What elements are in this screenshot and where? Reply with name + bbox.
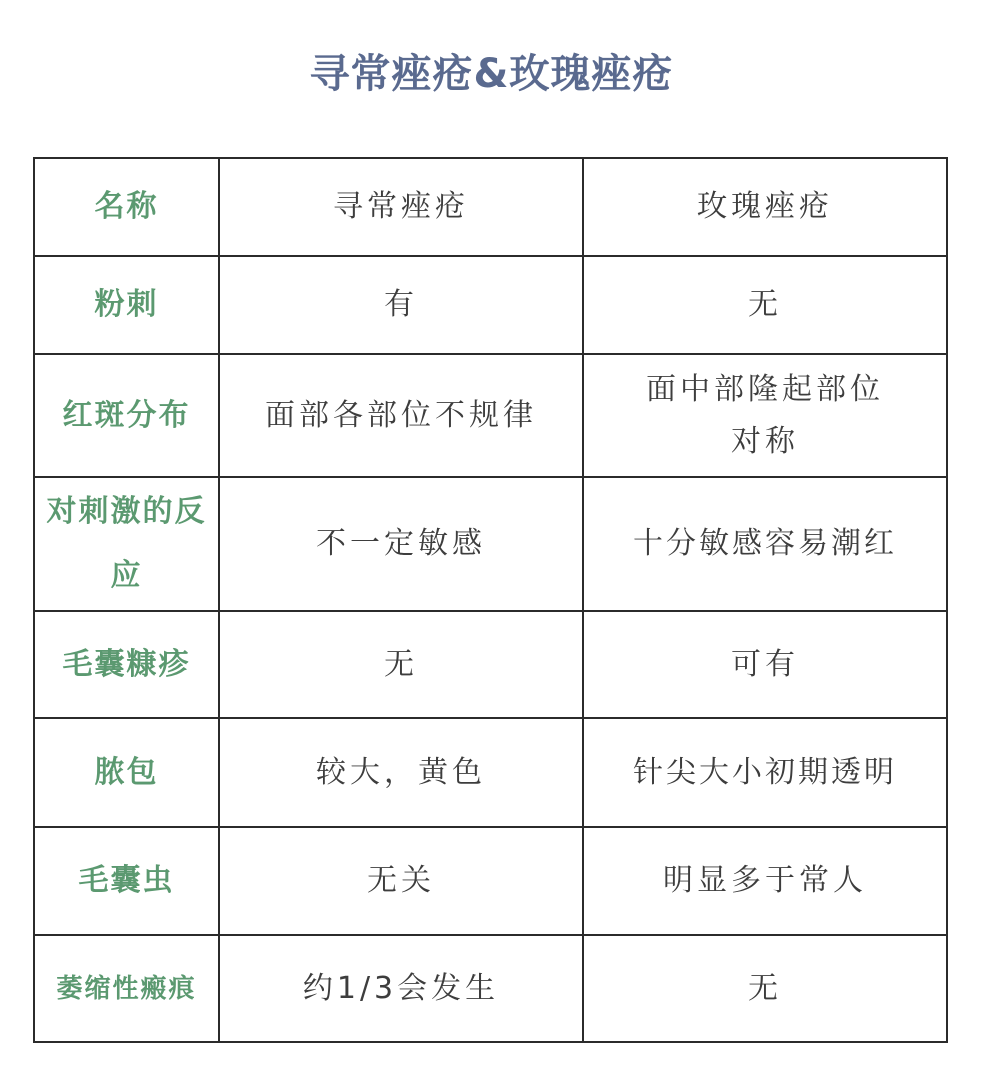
common-acne-cell: 无关 [219,827,583,935]
row-label: 毛囊虫 [34,827,219,935]
rosacea-cell: 玫瑰痤疮 [583,158,947,256]
common-acne-cell: 寻常痤疮 [219,158,583,256]
page-title: 寻常痤疮&玫瑰痤疮 [309,51,674,97]
rosacea-cell: 无 [583,935,947,1042]
rosacea-cell: 可有 [583,611,947,718]
rosacea-cell: 针尖大小初期透明 [583,718,947,827]
common-acne-cell: 不一定敏感 [219,477,583,611]
row-label: 粉刺 [34,256,219,354]
common-acne-cell: 无 [219,611,583,718]
table-row [34,158,947,256]
common-acne-cell: 约1/3会发生 [219,935,583,1042]
common-acne-cell: 较大，黄色 [219,718,583,827]
row-label: 名称 [34,158,219,256]
rosacea-cell: 面中部隆起部位对称 [583,354,947,477]
table-row [34,611,947,718]
row-label: 对刺激的反应 [34,477,219,611]
common-acne-cell: 面部各部位不规律 [219,354,583,477]
table-row [34,935,947,1042]
table-row [34,827,947,935]
common-acne-cell: 有 [219,256,583,354]
comparison-table [33,157,948,1043]
rosacea-cell: 明显多于常人 [583,827,947,935]
row-label: 毛囊糠疹 [34,611,219,718]
table-row [34,477,947,611]
table-row [34,718,947,827]
rosacea-cell: 十分敏感容易潮红 [583,477,947,611]
table-row [34,256,947,354]
row-label: 脓包 [34,718,219,827]
table-row [34,354,947,477]
row-label: 萎缩性瘢痕 [34,935,219,1042]
row-label: 红斑分布 [34,354,219,477]
rosacea-cell: 无 [583,256,947,354]
